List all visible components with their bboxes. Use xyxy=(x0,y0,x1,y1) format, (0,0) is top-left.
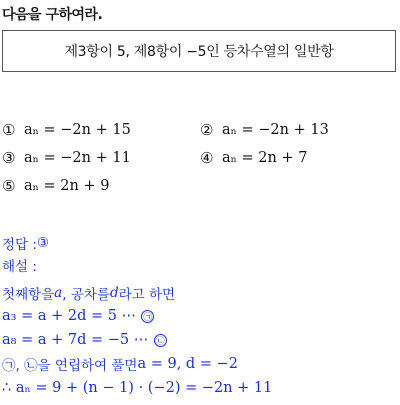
explanation-label-text: 해설 : xyxy=(2,259,37,275)
explanation-label xyxy=(2,254,398,276)
equation-1-text: a₃ = a + 2d = 5 ⋯ xyxy=(2,308,137,324)
solve-result: a = 9, d = −2 xyxy=(137,356,238,372)
intro-text-3: 라고 하면 xyxy=(118,287,176,303)
explanation-intro xyxy=(2,282,398,304)
choice-number: ④ xyxy=(200,149,214,167)
choice-4[interactable] xyxy=(200,149,398,167)
choice-expression: aₙ = −2n + 11 xyxy=(24,150,131,166)
intro-text-1: 첫째항을 xyxy=(2,287,55,303)
solve-text: 을 연립하여 풀면 xyxy=(37,358,138,374)
solution-section xyxy=(2,232,398,400)
answer-label: 정답 : xyxy=(2,237,37,253)
choice-row xyxy=(2,116,398,144)
choice-1[interactable] xyxy=(2,121,200,139)
answer-line xyxy=(2,232,398,254)
choice-number: ② xyxy=(200,121,214,139)
choice-row xyxy=(2,172,398,200)
answer-value: ③ xyxy=(36,235,50,251)
intro-text-2: , 공차를 xyxy=(62,287,110,303)
choice-2[interactable] xyxy=(200,121,398,139)
choice-expression: aₙ = −2n + 13 xyxy=(222,122,329,138)
instruction-text: 다음을 구하여라. xyxy=(2,7,103,23)
equation-1 xyxy=(2,304,398,328)
therefore-text: ∴ aₙ = 9 + (n − 1) · (−2) = −2n + 11 xyxy=(2,380,273,396)
circled-mark-2: ㉡ xyxy=(154,334,167,347)
choice-number: ⑤ xyxy=(2,177,16,195)
equation-2 xyxy=(2,328,398,352)
choice-number: ③ xyxy=(2,149,16,167)
choice-3[interactable] xyxy=(2,149,200,167)
solve-line xyxy=(2,352,398,376)
choice-list xyxy=(2,116,398,200)
therefore-line xyxy=(2,376,398,400)
choice-expression: aₙ = −2n + 15 xyxy=(24,122,131,138)
circled-mark-1: ㉠ xyxy=(141,310,154,323)
problem-text: 제3항이 5, 제8항이 −5인 등차수열의 일반항 xyxy=(64,44,334,60)
equation-2-text: a₈ = a + 7d = −5 ⋯ xyxy=(2,332,149,348)
choice-expression: aₙ = 2n + 7 xyxy=(222,150,308,166)
solve-marks: ㉠, ㉡ xyxy=(2,358,38,374)
choice-number: ① xyxy=(2,121,16,139)
choice-5[interactable] xyxy=(2,177,202,195)
choice-row xyxy=(2,144,398,172)
variable-d: d xyxy=(109,285,119,301)
choice-expression: aₙ = 2n + 9 xyxy=(24,178,110,194)
variable-a: a xyxy=(54,285,63,301)
problem-box xyxy=(2,30,396,72)
